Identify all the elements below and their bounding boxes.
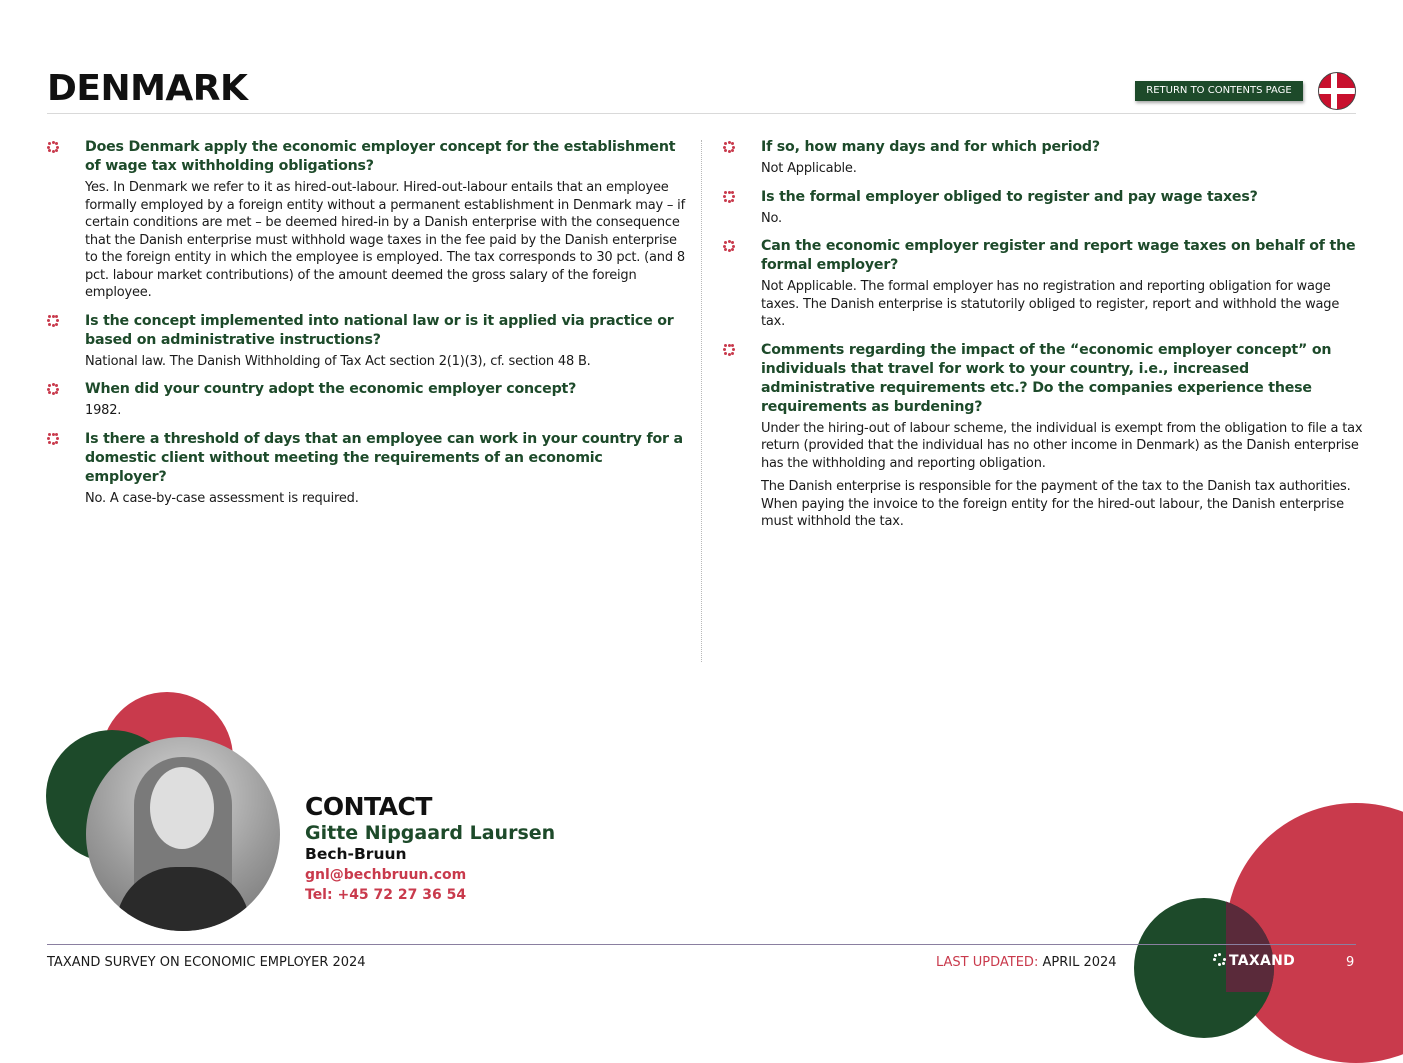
column-divider: [701, 140, 702, 662]
answer: National law. The Danish Withholding of Tax Act section 2(1)(3), cf. section 48 B.: [85, 353, 591, 369]
survey-title: TAXAND SURVEY ON ECONOMIC EMPLOYER 2024: [47, 955, 366, 970]
bullet-icon: [723, 344, 735, 356]
bullet-icon: [47, 383, 59, 395]
contact-name: Gitte Nipgaard Laursen: [305, 822, 556, 844]
denmark-flag-icon: [1318, 72, 1356, 110]
contact-heading: CONTACT: [305, 792, 432, 821]
page-title: DENMARK: [47, 68, 248, 109]
answer: The Danish enterprise is responsible for the payment of the tax to the Danish tax authorities. When paying the invoice to the foreign entity for the hired-out labour, the Danish enterprise must withhold the tax.: [761, 479, 1351, 529]
question: When did your country adopt the economic employer concept?: [85, 381, 577, 397]
decorative-overlap-shape: [1226, 898, 1274, 992]
qa-item: [723, 341, 1363, 531]
qa-item: [47, 138, 687, 302]
answer: Under the hiring-out of labour scheme, the individual is exempt from the obligation to file a tax return (provided that the individual has no other income in Denmark) as the Danish enterprise has the withholding and reporting obligation.: [761, 420, 1363, 471]
qa-item: [723, 188, 1363, 228]
answer: No. A case-by-case assessment is required.: [85, 490, 359, 506]
question: Does Denmark apply the economic employer concept for the establishment of wage tax withholding obligations?: [85, 139, 676, 174]
taxand-logo: [1213, 953, 1295, 969]
question: Comments regarding the impact of the “economic employer concept” on individuals that travel for work to your country, i.e., increased administrative requirements etc.? Do the companies experience these requirements as burdening?: [761, 341, 1332, 415]
qa-item: [47, 312, 687, 371]
answer: No.: [761, 210, 782, 226]
taxand-mark-icon: [1213, 953, 1226, 966]
return-to-contents-button[interactable]: RETURN TO CONTENTS PAGE: [1135, 81, 1303, 101]
question: Is the formal employer obliged to register and pay wage taxes?: [761, 188, 1258, 205]
taxand-logo-text: TAXAND: [1229, 953, 1296, 969]
last-updated-label: LAST UPDATED:: [936, 955, 1039, 970]
bullet-icon: [47, 315, 59, 327]
contact-firm: Bech-Bruun: [305, 845, 407, 863]
qa-item: [723, 237, 1363, 331]
answer: Not Applicable.: [761, 161, 857, 176]
last-updated: [936, 955, 1117, 970]
header-divider: [47, 113, 1356, 114]
contact-phone[interactable]: Tel: +45 72 27 36 54: [305, 887, 467, 903]
last-updated-value: APRIL 2024: [1042, 955, 1117, 970]
question: Can the economic employer register and report wage taxes on behalf of the formal employer?: [761, 238, 1356, 273]
contact-block: [305, 792, 555, 905]
answer: Not Applicable. The formal employer has no registration and reporting obligation for wage taxes. The Danish enterprise is statutorily obliged to register, report and withhold the wage tax.: [761, 279, 1340, 329]
contact-email-link[interactable]: gnl@bechbruun.com: [305, 867, 467, 883]
qa-item: [723, 138, 1363, 178]
qa-item: [47, 430, 687, 508]
bullet-icon: [47, 433, 59, 445]
page-number: 9: [1346, 955, 1355, 970]
question: Is there a threshold of days that an employee can work in your country for a domestic client without meeting the requirements of an economic employer?: [85, 430, 683, 485]
footer-divider: [47, 944, 1356, 945]
left-column: [47, 138, 687, 517]
answer: 1982.: [85, 403, 122, 418]
bullet-icon: [47, 141, 59, 153]
qa-item: [47, 380, 687, 420]
answer: Yes. In Denmark we refer to it as hired-out-labour. Hired-out-labour entails that an employee formally employed by a foreign entity without a permanent establishment in Denmark may – if certain conditions are met – be deemed hired-in by a Danish enterprise with the consequence that the Danish enterprise must withhold wage taxes in the fee paid by the Danish enterprise to the foreign entity in which the employee is employed. The tax corresponds to 30 pct. (and 8 pct. labour market contributions) of the amount deemed the gross salary of the foreign employee.: [85, 180, 685, 300]
question: Is the concept implemented into national law or is it applied via practice or based on administrative instructions?: [85, 312, 674, 348]
right-column: [723, 138, 1363, 541]
bullet-icon: [723, 191, 735, 203]
bullet-icon: [723, 141, 735, 153]
bullet-icon: [723, 240, 735, 252]
contact-photo: [86, 737, 280, 931]
question: If so, how many days and for which period?: [761, 139, 1100, 155]
